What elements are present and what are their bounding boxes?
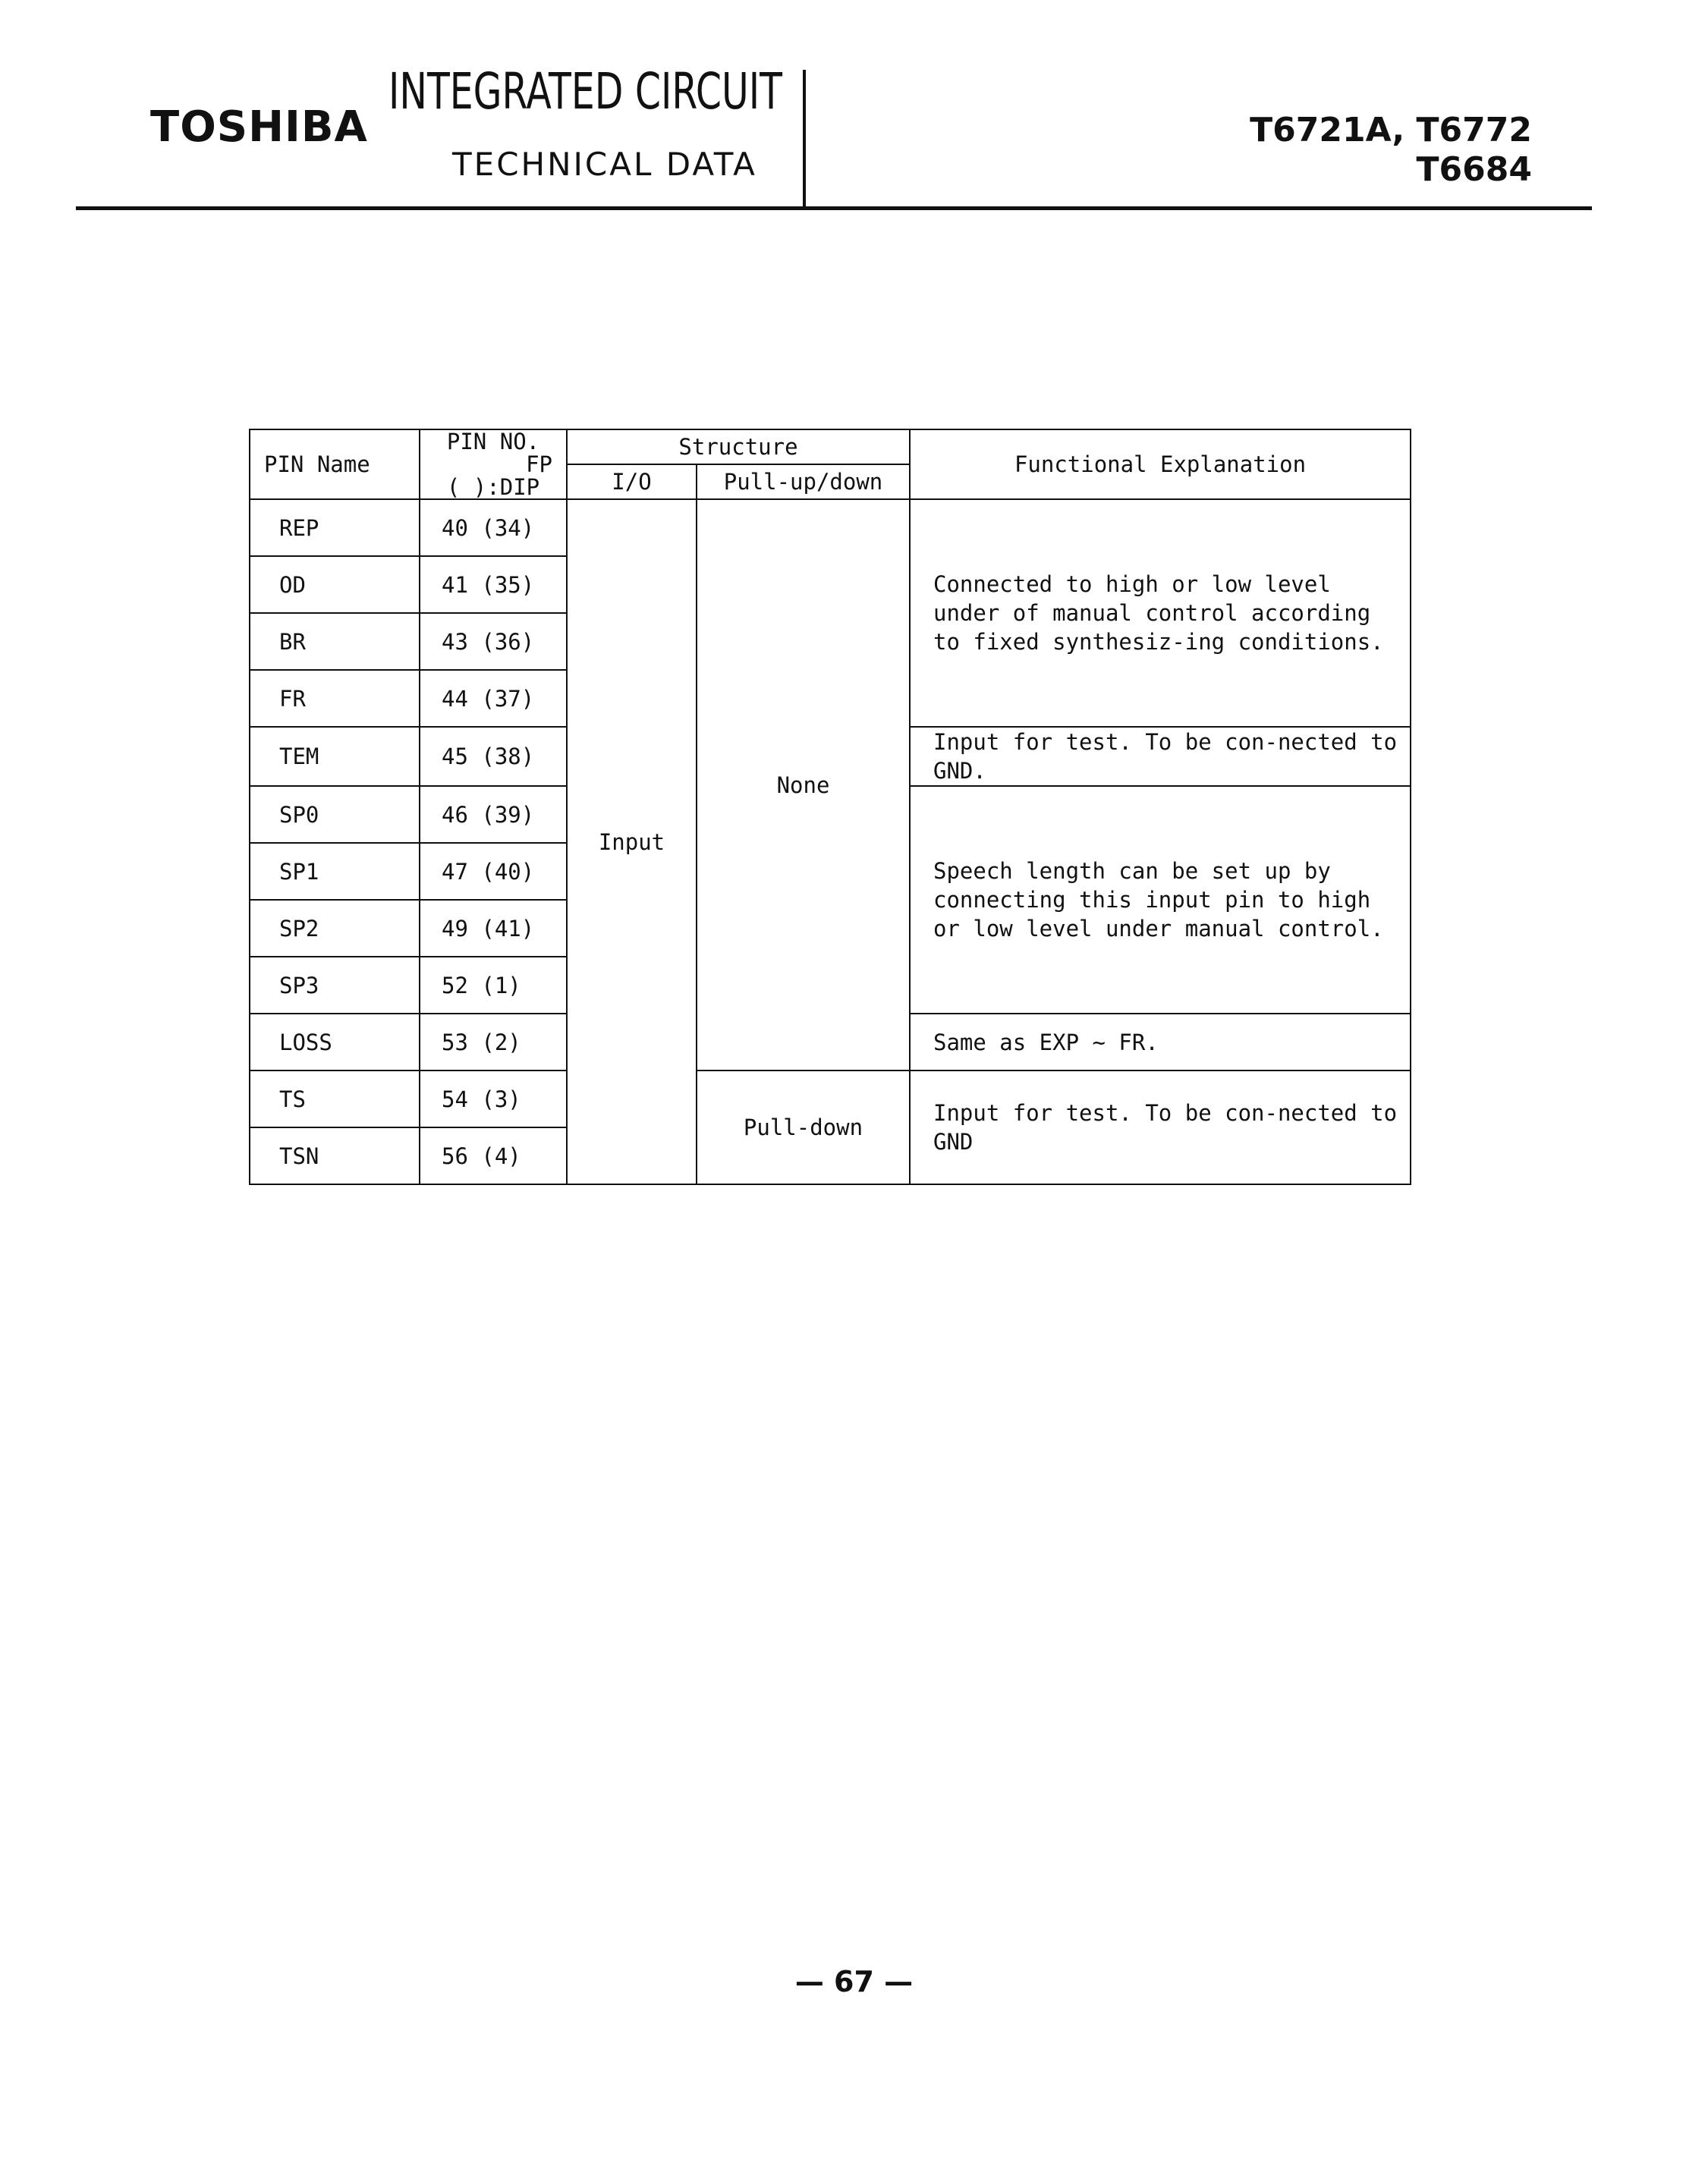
pin-name: SP1 <box>250 843 420 900</box>
pin-name: TEM <box>250 727 420 786</box>
pin-number: 52 (1) <box>420 957 567 1014</box>
pin-number: 49 (41) <box>420 900 567 957</box>
page-number: — 67 — <box>794 1965 914 1998</box>
header-pin-name: PIN Name <box>250 429 420 499</box>
table-row <box>250 1070 1411 1127</box>
pin-name: SP3 <box>250 957 420 1014</box>
func-speech: Speech length can be set up by connecting this input pin to high or low level under manual control. <box>910 786 1411 1014</box>
doc-subtitle: TECHNICAL DATA <box>452 146 757 183</box>
part-numbers-line1: T6721A, T6772 <box>1250 111 1532 149</box>
header-pin-no-fp: FP <box>526 451 552 477</box>
table-row <box>250 499 1411 556</box>
func-same: Same as EXP ~ FR. <box>910 1014 1411 1070</box>
doc-title: INTEGRATED CIRCUIT <box>388 62 782 121</box>
pin-number: 56 (4) <box>420 1127 567 1184</box>
pin-number: 44 (37) <box>420 670 567 727</box>
pin-number: 40 (34) <box>420 499 567 556</box>
pin-number: 41 (35) <box>420 556 567 613</box>
part-numbers-line2: T6684 <box>1416 150 1532 189</box>
pull-down-cell: Pull-down <box>697 1070 910 1184</box>
header-pin-no <box>420 429 567 499</box>
pin-name: LOSS <box>250 1014 420 1070</box>
header-structure: Structure <box>567 429 910 464</box>
pin-name: OD <box>250 556 420 613</box>
header-divider <box>803 70 806 208</box>
header-pin-no-label: PIN NO. <box>446 429 540 454</box>
pin-number: 46 (39) <box>420 786 567 843</box>
header-io: I/O <box>567 464 697 499</box>
pin-name: BR <box>250 613 420 670</box>
io-input-cell: Input <box>567 499 697 1184</box>
brand-logo: TOSHIBA <box>150 102 368 152</box>
pin-number: 54 (3) <box>420 1070 567 1127</box>
pin-name: FR <box>250 670 420 727</box>
pin-name: REP <box>250 499 420 556</box>
table-header-row <box>250 429 1411 464</box>
pin-table <box>249 429 1411 1185</box>
pin-name: SP0 <box>250 786 420 843</box>
header-rule <box>76 206 1592 210</box>
header-pin-no-dip: ( ):DIP <box>446 474 540 500</box>
pin-name: TS <box>250 1070 420 1127</box>
pin-table-wrapper <box>249 429 1411 1185</box>
func-manual: Connected to high or low level under of manual control according to fixed synthesiz-ing conditions. <box>910 499 1411 727</box>
pin-number: 47 (40) <box>420 843 567 900</box>
pin-name: SP2 <box>250 900 420 957</box>
pin-number: 53 (2) <box>420 1014 567 1070</box>
part-numbers <box>1250 111 1532 190</box>
func-test-gnd: Input for test. To be con-nected to GND. <box>910 727 1411 786</box>
pin-number: 43 (36) <box>420 613 567 670</box>
pin-name: TSN <box>250 1127 420 1184</box>
pin-number: 45 (38) <box>420 727 567 786</box>
header-functional: Functional Explanation <box>910 429 1411 499</box>
func-test-gnd-2: Input for test. To be con-nected to GND <box>910 1070 1411 1184</box>
header-pull: Pull-up/down <box>697 464 910 499</box>
pull-none-cell: None <box>697 499 910 1070</box>
